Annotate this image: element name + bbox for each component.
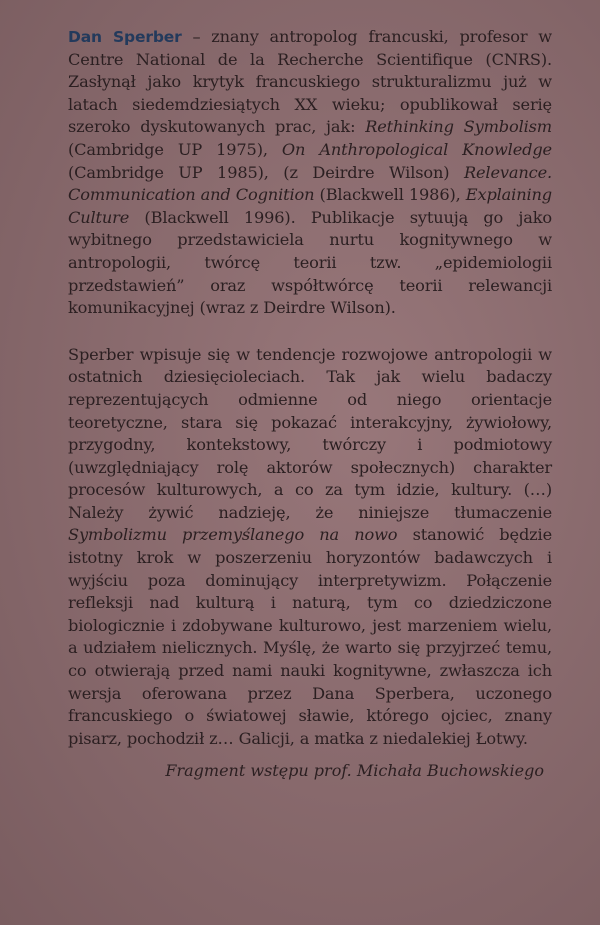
author-name: Dan Sperber (68, 28, 182, 46)
book-title: On Anthropological Knowledge (281, 139, 552, 159)
bio-text: (Blackwell 1996). Publikacje sytuują go jako wybitnego przedstawiciela nurtu kognitywnego w antropologii, twórcę teorii tzw. „epidemiologii przedstawień” oraz współtwórcę teorii relewancji komunikacyjnej (wraz z Deirdre Wilson). (68, 207, 552, 318)
book-title: Rethinking Symbolism (365, 117, 552, 137)
foreword-excerpt (68, 344, 552, 751)
bio-text: (Blackwell 1986), (314, 185, 466, 205)
book-title: Relevance. Communication and Cognition (68, 162, 552, 205)
bio-text: (Cambridge UP 1985), (z Deirdre Wilson) (68, 162, 464, 182)
excerpt-source: Fragment wstępu prof. Michała Buchowskiego (165, 761, 544, 781)
excerpt-text: stanowić będzie istotny krok w poszerzeniu horyzontów badawczych i wyjściu poza dominujący interpretywizm. Połączenie refleksji nad kulturą i naturą, tym co dziedziczone biologicznie i zdobywane kulturowo, jest marzeniem wielu, a udziałem nielicznych. Myślę, że warto się przyjrzeć temu, co otwierają przed nami nauki kognitywne, zwłaszcza ich wersja oferowana przez Dana Sperbera, uczonego francuskiego o światowej sławie, którego ojciec, znany pisarz, pochodził z… Galicji, a matka z niedalekiej Łotwy. (68, 525, 552, 748)
book-title: Symbolizmu przemyślanego na nowo (68, 525, 398, 545)
bio-text: – znany antropolog francuski, profesor w Centre National de la Recherche Scientifique (CNRS). Zasłynął jako krytyk francuskiego strukturalizmu już w latach siedemdziesiątych XX wieku; opublikował serię szeroko dyskutowanych prac, jak: (68, 27, 553, 137)
book-title: Explaining Culture (68, 185, 553, 227)
bio-text: (Cambridge UP 1975), (68, 139, 282, 159)
author-bio (68, 26, 552, 320)
excerpt-text: Sperber wpisuje się w tendencje rozwojowe antropologii w ostatnich dziesięcioleciach. Tak jak wielu badaczy reprezentujących odmienne od niego orientacje teoretyczne, stara się pokazać interakcyjny, żywiołowy, przygodny, kontekstowy, twórczy i podmiotowy (uwzględniający rolę aktorów społecznych) charakter procesów kulturowych, a co za tym idzie, kultury. (…) Należy żywić nadzieję, że niniejsze tłumaczenie (68, 344, 552, 522)
